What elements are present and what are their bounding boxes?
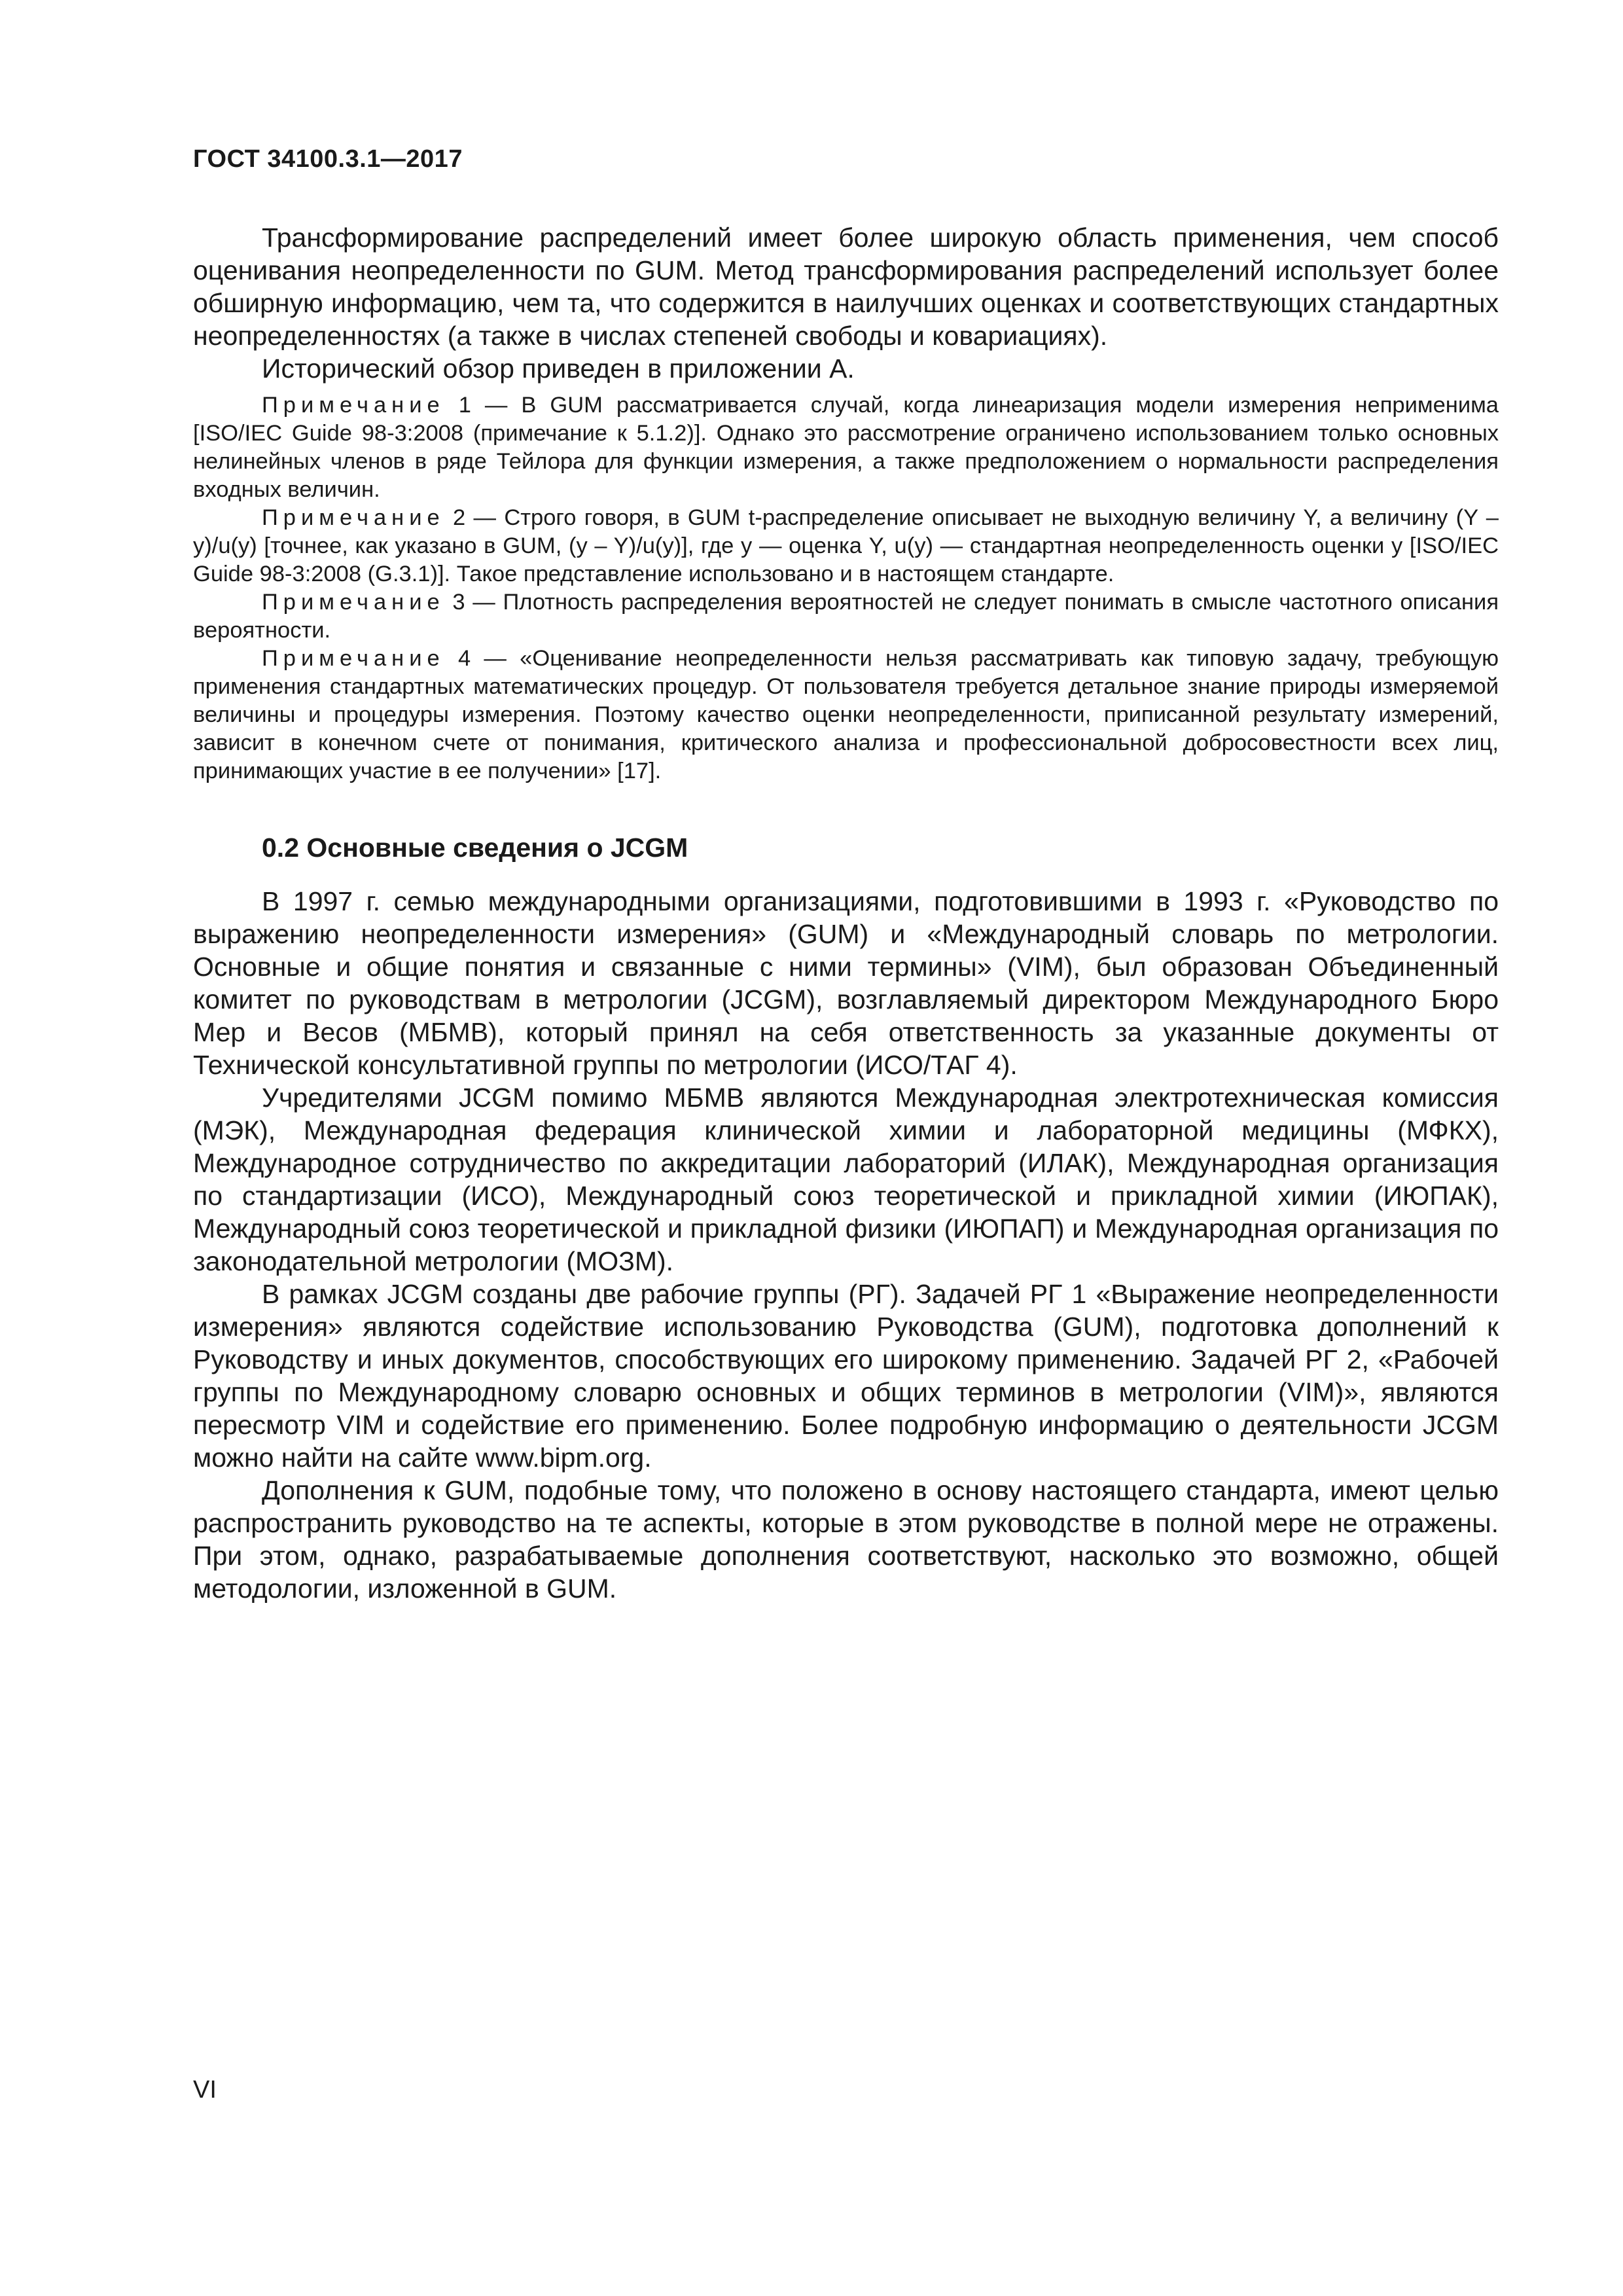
note-1 — [193, 391, 1499, 504]
note-2 — [193, 504, 1499, 588]
note-text: 2 — Строго говоря, в GUM t-распределение описывает не выходную величину Y, а величину (Y – y)/u(y) [точнее, как указано в GUM, (y – Y)/u(y)], где y — оценка Y, u(y) — стандартная неопределенность оценки y [ISO/IEC Guide 98-3:2008 (G.3.1)]. Такое представление использовано и в настоящем стандарте. — [193, 505, 1499, 586]
note-label: Примечание — [262, 590, 445, 615]
document-header: ГОСТ 34100.3.1—2017 — [193, 145, 463, 173]
section-paragraph-1: В 1997 г. семью международными организациями, подготовившими в 1993 г. «Руководство по выражению неопределенности измерения» (GUM) и «Международный словарь по метрологии. Основные и общие понятия и связанные с ними термины» (VIM), был образован Объединенный комитет по руководствам в метрологии (JCGM), возглавляемый директором Международного Бюро Мер и Весов (МБМВ), который принял на себя ответственность за указанные документы от Технической консультативной группы по метрологии (ИСО/ТАГ 4). — [193, 886, 1499, 1080]
note-label: Примечание — [262, 393, 445, 418]
note-label: Примечание — [262, 505, 445, 530]
note-label: Примечание — [262, 646, 445, 671]
intro-paragraph-1: Трансформирование распределений имеет более широкую область применения, чем способ оценивания неопределенности по GUM. Метод трансформирования распределений использует более обширную информацию, чем та, что содержится в наилучших оценках и соответствующих стандартных неопределенностях (а также в числах степеней свободы и ковариациях). — [193, 223, 1499, 351]
section-paragraph-4: Дополнения к GUM, подобные тому, что положено в основу настоящего стандарта, имеют целью распространить руководство на те аспекты, которые в этом руководстве в полной мере не отражены. При этом, однако, разрабатываемые дополнения соответствуют, насколько это возможно, общей методологии, изложенной в GUM. — [193, 1475, 1499, 1604]
page-number: VI — [193, 2076, 217, 2104]
note-text: 1 — В GUM рассматривается случай, когда линеаризация модели измерения неприменима [ISO/IEC Guide 98-3:2008 (примечание к 5.1.2)]. Однако это рассмотрение ограничено использованием только основных нелинейных членов в ряде Тейлора для функции измерения, а также предположением о нормальности распределения входных величин. — [193, 393, 1499, 502]
section-paragraph-3: В рамках JCGM созданы две рабочие группы (РГ). Задачей РГ 1 «Выражение неопределенности измерения» являются содействие использованию Руководства (GUM), подготовка дополнений к Руководству и иных документов, способствующих его широкому применению. Задачей РГ 2, «Рабочей группы по Международному словарю основных и общих терминов в метрологии (VIM)», являются пересмотр VIM и содействие его применению. Более подробную информацию о деятельности JCGM можно найти на сайте www.bipm.org. — [193, 1279, 1499, 1473]
intro-paragraph-2: Исторический обзор приведен в приложении А. — [262, 353, 855, 384]
note-3 — [193, 588, 1499, 645]
section-paragraph-2: Учредителями JCGM помимо МБМВ являются Международная электротехническая комиссия (МЭК), Международная федерация клинической химии и лабораторной медицины (МФКХ), Международное сотрудничество по аккредитации лабораторий (ИЛАК), Международная организация по стандартизации (ИСО), Международный союз теоретической и прикладной химии (ИЮПАК), Международный союз теоретической и прикладной физики (ИЮПАП) и Международная организация по законодательной метрологии (МОЗМ). — [193, 1083, 1499, 1276]
document-body — [193, 221, 1499, 1605]
note-4 — [193, 645, 1499, 785]
section-heading: 0.2 Основные сведения о JCGM — [262, 833, 688, 863]
note-text: 4 — «Оценивание неопределенности нельзя рассматривать как типовую задачу, требующую применения стандартных математических процедур. От пользователя требуется детальное знание природы измеряемой величины и процедуры измерения. Поэтому качество оценки неопределенности, приписанной результату измерений, зависит в конечном счете от понимания, критического анализа и профессиональной добросовестности всех лиц, принимающих участие в ее получении» [17]. — [193, 646, 1499, 783]
note-text: 3 — Плотность распределения вероятностей не следует понимать в смысле частотного описания вероятности. — [193, 590, 1499, 643]
